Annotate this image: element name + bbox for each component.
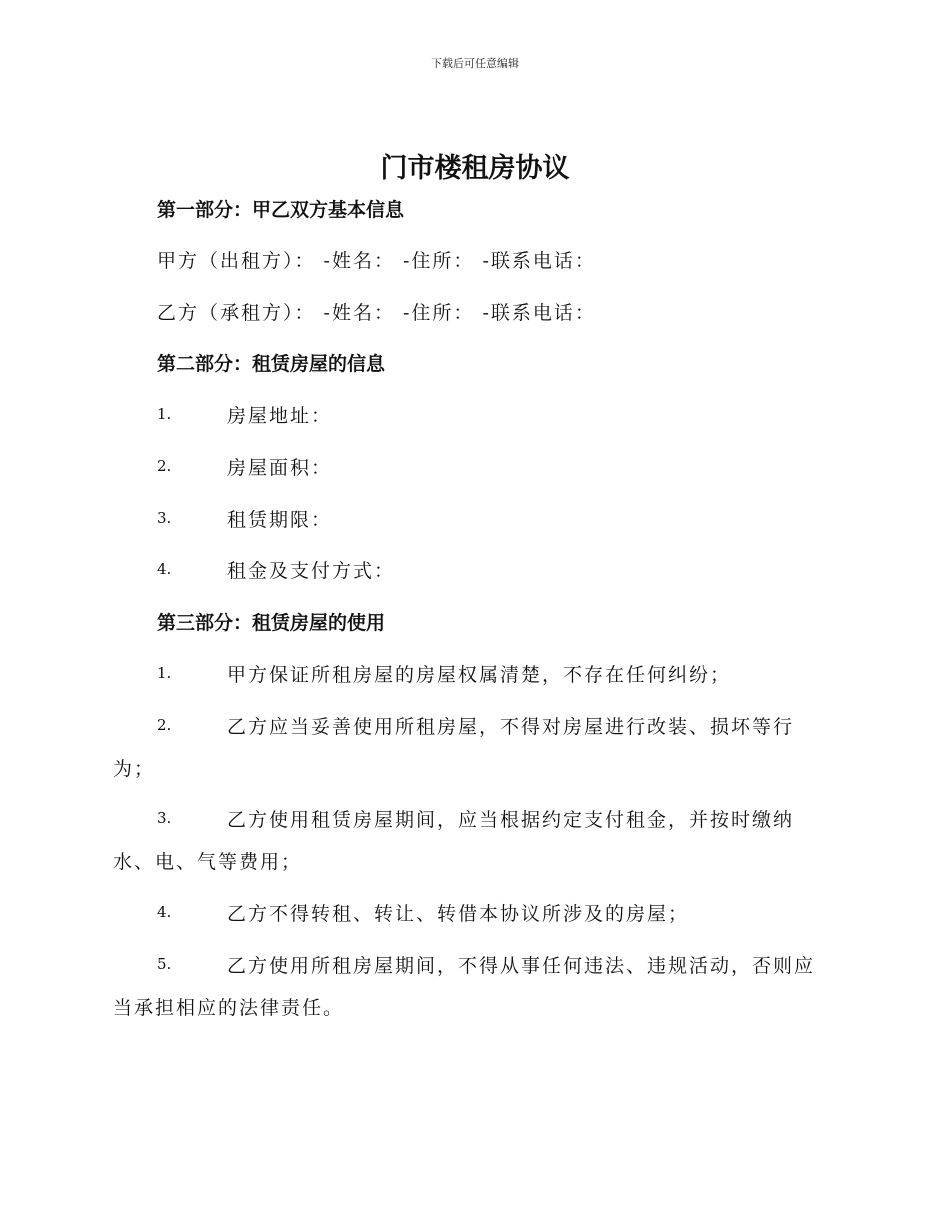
party-b-line: 乙方（承租方）： -姓名： -住所： -联系电话： bbox=[157, 302, 596, 324]
list-item bbox=[157, 951, 847, 978]
list-item-number: 2. bbox=[157, 716, 172, 734]
list-item-number: 1. bbox=[157, 664, 172, 682]
list-item-text: 租赁期限： bbox=[227, 509, 333, 531]
list-item-text: 房屋面积： bbox=[227, 457, 333, 479]
list-item bbox=[157, 453, 847, 480]
list-item-text: 乙方不得转租、转让、转借本协议所涉及的房屋； bbox=[227, 903, 690, 925]
list-item bbox=[157, 660, 847, 687]
list-item bbox=[157, 899, 847, 926]
header-note: 下载后可任意编辑 bbox=[431, 57, 519, 70]
list-item-number: 4. bbox=[157, 903, 172, 921]
list-item-number: 3. bbox=[157, 809, 172, 827]
list-item-text: 甲方保证所租房屋的房屋权属清楚，不存在任何纠纷； bbox=[227, 664, 732, 686]
list-item-number: 3. bbox=[157, 509, 172, 527]
section-heading-part1: 第一部分：甲乙双方基本信息 bbox=[157, 199, 405, 221]
list-item-number: 1. bbox=[157, 405, 172, 423]
list-item-continuation: 为； bbox=[113, 758, 156, 780]
list-item-continuation: 当承担相应的法律责任。 bbox=[113, 997, 345, 1019]
list-item bbox=[157, 805, 847, 832]
list-item-number: 2. bbox=[157, 457, 172, 475]
list-item-continuation: 水、电、气等费用； bbox=[113, 851, 303, 873]
party-a-line: 甲方（出租方）： -姓名： -住所： -联系电话： bbox=[157, 250, 596, 272]
list-item bbox=[157, 556, 847, 583]
section-heading-part3: 第三部分：租赁房屋的使用 bbox=[157, 612, 386, 634]
list-item-text: 乙方使用租赁房屋期间，应当根据约定支付租金，并按时缴纳 bbox=[227, 809, 795, 831]
list-item-text: 乙方应当妥善使用所租房屋，不得对房屋进行改装、损坏等行 bbox=[227, 716, 795, 738]
list-item-number: 4. bbox=[157, 560, 172, 578]
list-item bbox=[157, 712, 847, 739]
list-item-number: 5. bbox=[157, 955, 172, 973]
list-item-text: 房屋地址： bbox=[227, 405, 333, 427]
list-item-text: 乙方使用所租房屋期间，不得从事任何违法、违规活动，否则应 bbox=[227, 955, 816, 977]
list-item bbox=[157, 505, 847, 532]
document-title: 门市楼租房协议 bbox=[380, 153, 570, 184]
list-item bbox=[157, 401, 847, 428]
list-item-text: 租金及支付方式： bbox=[227, 560, 396, 582]
section-heading-part2: 第二部分：租赁房屋的信息 bbox=[157, 353, 386, 375]
